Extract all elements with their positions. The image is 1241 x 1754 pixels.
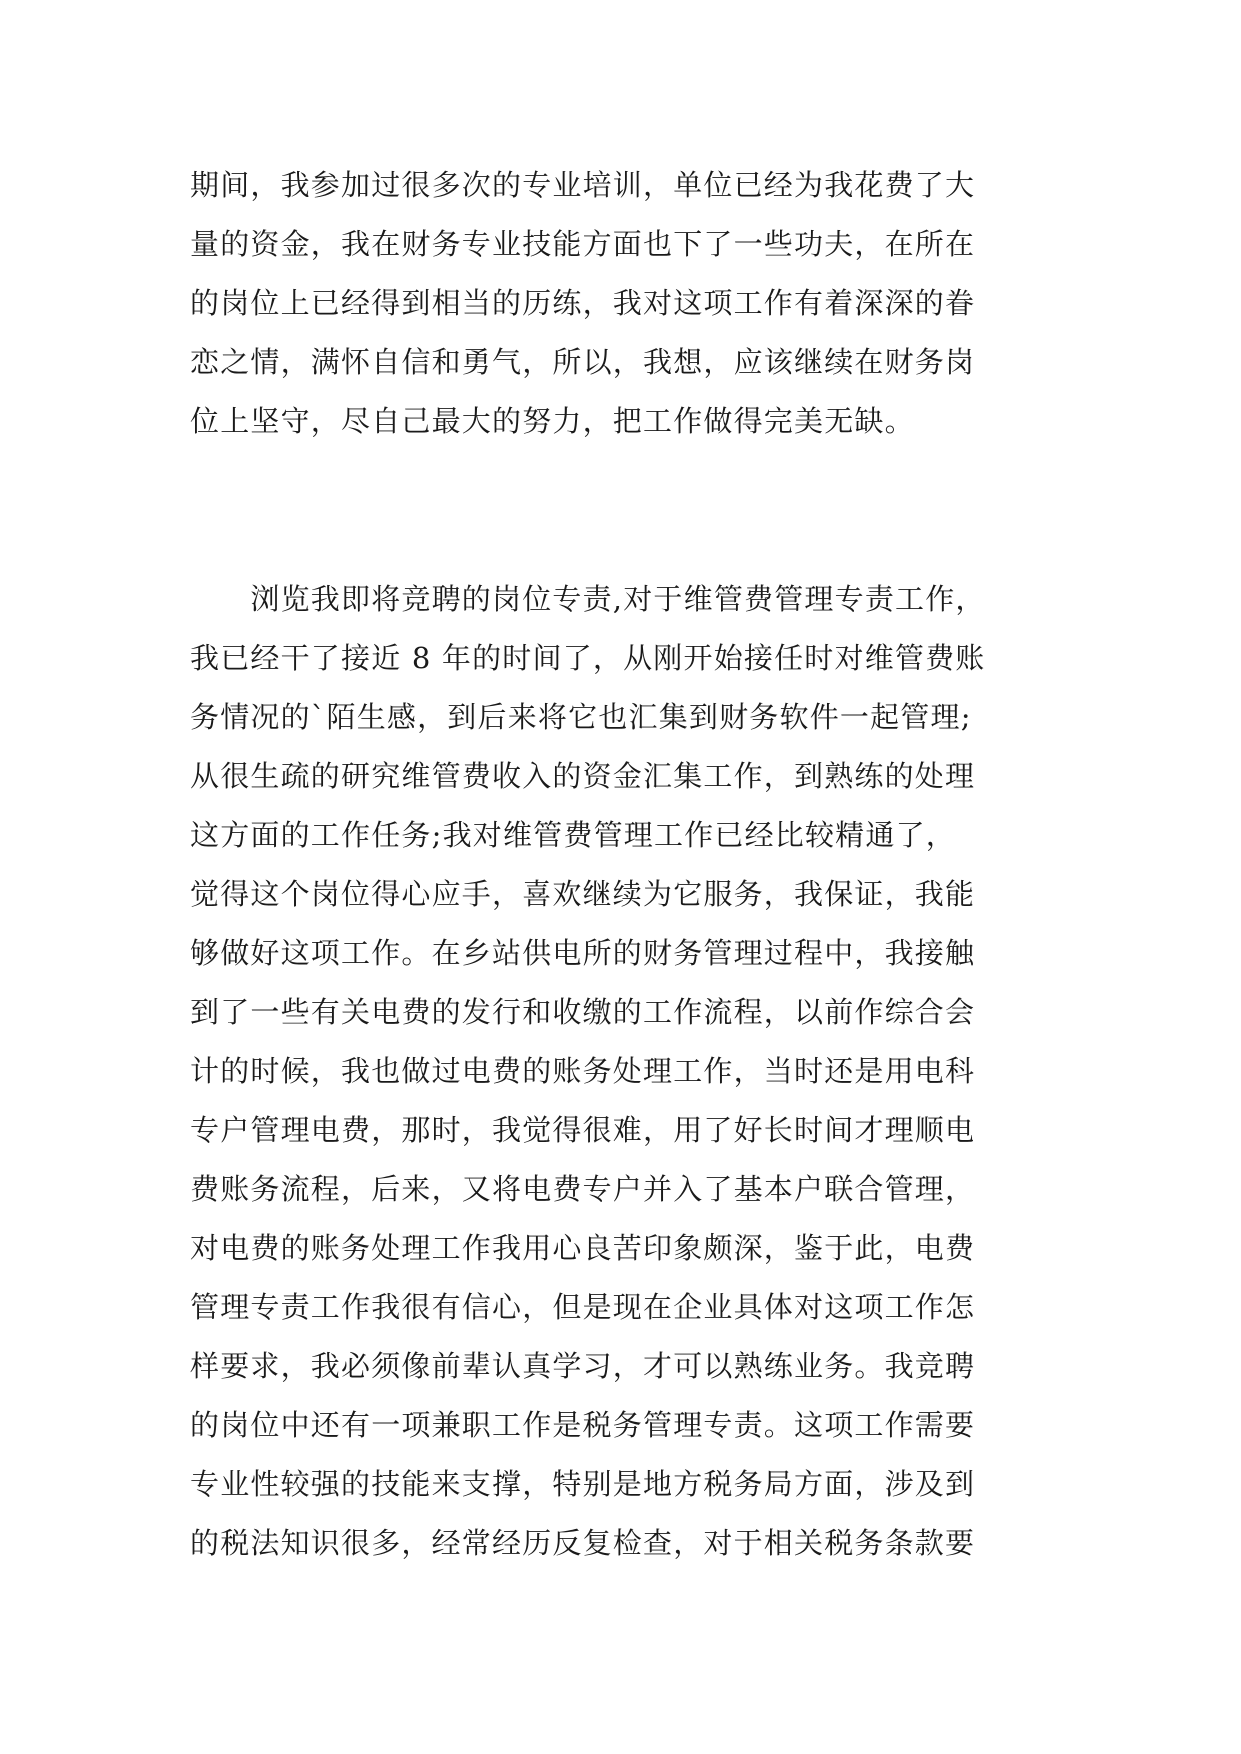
text-line: 浏览我即将竞聘的岗位专责,对于维管费管理专责工作， <box>190 582 986 616</box>
text-line: 到了一些有关电费的发行和收缴的工作流程，以前作综合会 <box>190 995 976 1029</box>
text-line: 样要求，我必须像前辈认真学习，才可以熟练业务。我竞聘 <box>190 1349 976 1383</box>
text-line: 的岗位中还有一项兼职工作是税务管理专责。这项工作需要 <box>190 1408 976 1442</box>
text-line: 的税法知识很多，经常经历反复检查，对于相关税务条款要 <box>190 1526 976 1560</box>
paragraph-1 <box>190 156 1070 451</box>
text-line: 费账务流程，后来，又将电费专户并入了基本户联合管理， <box>190 1172 976 1206</box>
text-line: 从很生疏的研究维管费收入的资金汇集工作，到熟练的处理 <box>190 759 976 793</box>
text-line: 务情况的`陌生感，到后来将它也汇集到财务软件一起管理; <box>190 700 972 734</box>
text-line: 恋之情，满怀自信和勇气，所以，我想，应该继续在财务岗 <box>190 345 976 379</box>
text-line: 管理专责工作我很有信心，但是现在企业具体对这项工作怎 <box>190 1290 976 1324</box>
text-line: 觉得这个岗位得心应手，喜欢继续为它服务，我保证，我能 <box>190 877 976 911</box>
text-line: 计的时候，我也做过电费的账务处理工作，当时还是用电科 <box>190 1054 976 1088</box>
text-line: 位上坚守，尽自己最大的努力，把工作做得完美无缺。 <box>190 404 915 438</box>
text-line: 的岗位上已经得到相当的历练，我对这项工作有着深深的眷 <box>190 286 976 320</box>
text-line: 我已经干了接近 8 年的时间了，从刚开始接任时对维管费账 <box>190 641 986 675</box>
text-line: 对电费的账务处理工作我用心良苦印象颇深，鉴于此，电费 <box>190 1231 976 1265</box>
text-line: 期间，我参加过很多次的专业培训，单位已经为我花费了大 <box>190 168 976 202</box>
text-line: 量的资金，我在财务专业技能方面也下了一些功夫，在所在 <box>190 227 976 261</box>
paragraph-2 <box>190 570 1070 1573</box>
text-line: 专户管理电费，那时，我觉得很难，用了好长时间才理顺电 <box>190 1113 976 1147</box>
text-line: 这方面的工作任务;我对维管费管理工作已经比较精通了， <box>190 818 956 852</box>
text-line: 够做好这项工作。在乡站供电所的财务管理过程中，我接触 <box>190 936 976 970</box>
text-line: 专业性较强的技能来支撑，特别是地方税务局方面，涉及到 <box>190 1467 976 1501</box>
